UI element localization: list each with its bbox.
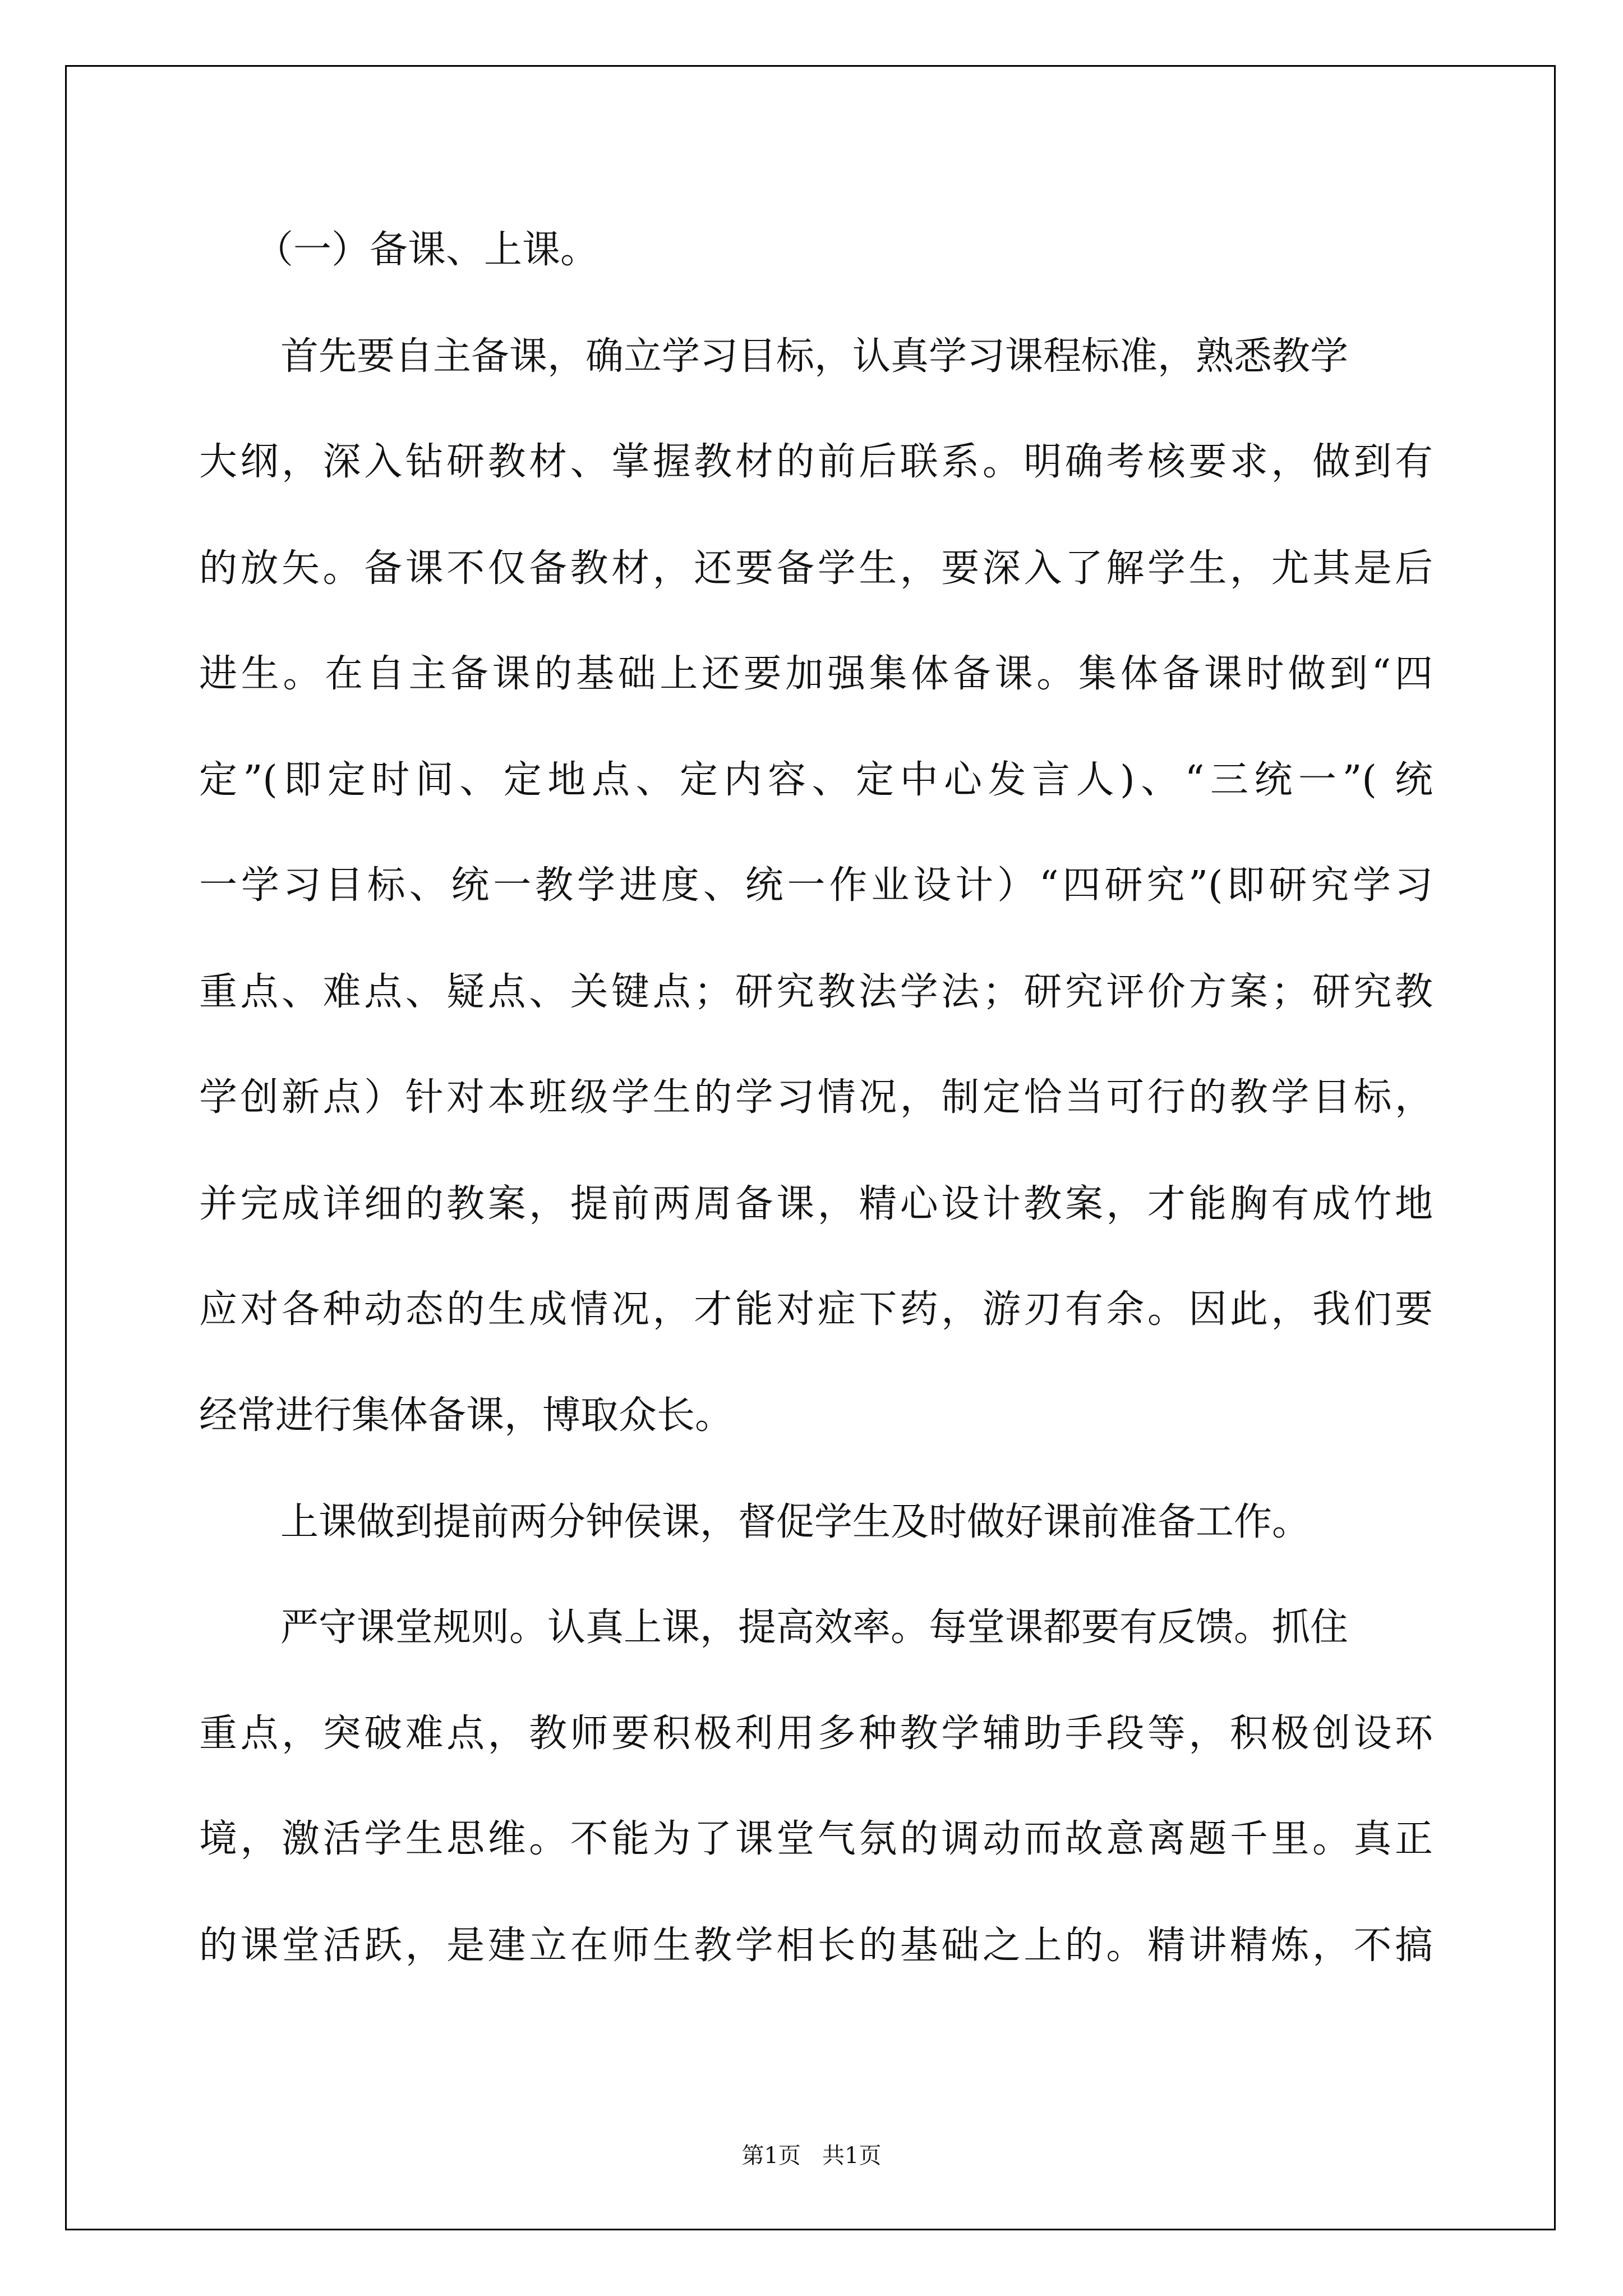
section-heading: （一）备课、上课。 <box>255 228 599 272</box>
paragraph-line-15: 境，激活学生思维。不能为了课堂气氛的调动而故意离题千里。真正 <box>199 1817 1433 1861</box>
paragraph-line-7: 重点、难点、疑点、关键点；研究教法学法；研究评价方案；研究教 <box>199 970 1433 1014</box>
paragraph-line-9: 并完成详细的教案，提前两周备课，精心设计教案，才能胸有成竹地 <box>199 1182 1433 1226</box>
paragraph-line-13: 严守课堂规则。认真上课，提高效率。每堂课都要有反馈。抓住 <box>280 1605 1349 1650</box>
paragraph-line-5: 定”(即定时间、定地点、定内容、定中心发言人)、“三统一”( 统 <box>199 758 1433 802</box>
paragraph-line-6: 一学习目标、统一教学进度、统一作业设计）“四研究”(即研究学习 <box>199 863 1433 908</box>
paragraph-line-16: 的课堂活跃，是建立在师生教学相长的基础之上的。精讲精炼，不搞 <box>199 1924 1433 1968</box>
paragraph-line-4: 进生。在自主备课的基础上还要加强集体备课。集体备课时做到“四 <box>199 652 1433 696</box>
page-footer: 第1页 共1页 <box>741 2143 882 2169</box>
paragraph-line-12: 上课做到提前两分钟侯课，督促学生及时做好课前准备工作。 <box>280 1500 1311 1544</box>
paragraph-line-10: 应对各种动态的生成情况，才能对症下药，游刃有余。因此，我们要 <box>199 1287 1433 1332</box>
paragraph-line-11: 经常进行集体备课，博取众长。 <box>199 1393 734 1438</box>
paragraph-line-2: 大纲，深入钻研教材、掌握教材的前后联系。明确考核要求，做到有 <box>199 440 1433 484</box>
paragraph-line-14: 重点，突破难点，教师要积极利用多种教学辅助手段等，积极创设环 <box>199 1711 1433 1756</box>
page-border <box>65 65 1556 2230</box>
paragraph-line-3: 的放矢。备课不仅备教材，还要备学生，要深入了解学生，尤其是后 <box>199 546 1433 591</box>
paragraph-line-1: 首先要自主备课，确立学习目标，认真学习课程标准，熟悉教学 <box>280 334 1349 379</box>
paragraph-line-8: 学创新点）针对本班级学生的学习情况，制定恰当可行的教学目标， <box>199 1075 1433 1120</box>
